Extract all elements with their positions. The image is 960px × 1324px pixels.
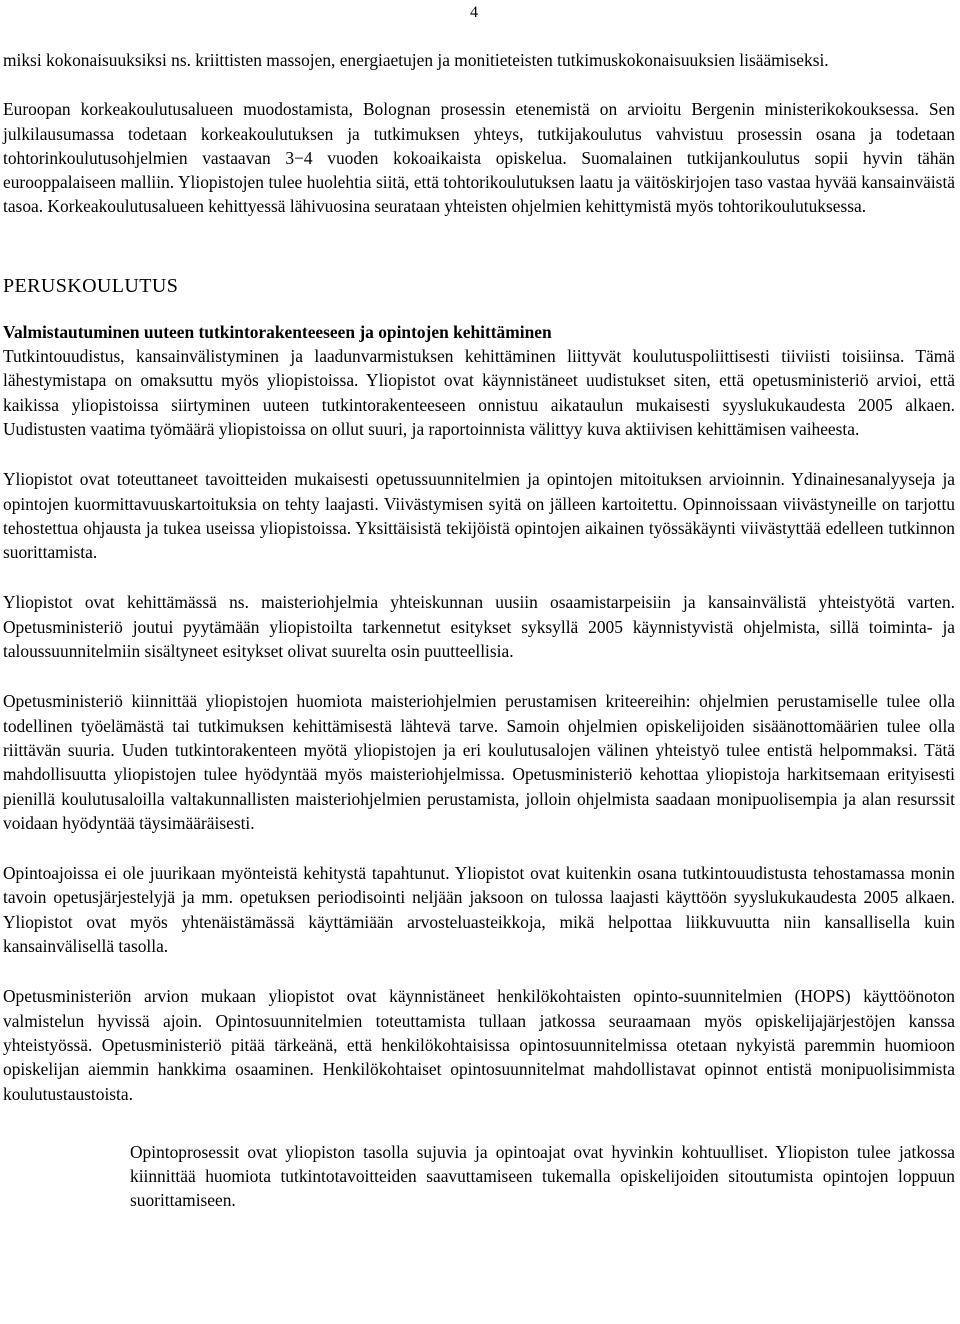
paragraph-5: Yliopistot ovat kehittämässä ns. maisteriohjelmia yhteiskunnan uusiin osaamistarpeisiin ja kansainvälistä yhteistyötä varten. Opetusministeriö joutui pyytämään yliopistoilta tarkennetut esitykset syksyllä 2005 käynnistyvistä ohjelmista, sillä toiminta- ja taloussuunnitelmiin sisältyneet esitykset olivat suurelta osin puutteellisia. — [3, 592, 955, 662]
paragraph-2: Euroopan korkeakoulutusalueen muodostamista, Bolognan prosessin etenemistä on arvioitu Bergenin ministerikokouksessa. Sen julkilausumassa todetaan korkeakoulutuksen ja tutkimuksen yhteys, tutkijakoulutus vahvistuu prosessin osana ja todetaan tohtorinkoulutusohjelmien vastaavan 3−4 vuoden kokoaikaista opiskelua. Suomalainen tutkijankoulutus sopii hyvin tähän eurooppalaiseen malliin. Yliopistojen tulee huolehtia siitä, että tohtorikoulutuksen laatu ja väitöskirjojen taso vastaa hyvää kansainväistä tasoa. Korkeakoulutusalueen kehittyessä lähivuosina seurataan yhteisten ohjelmien kehittymistä myös tohtorikoulutuksessa. — [3, 99, 955, 217]
paragraph-4: Yliopistot ovat toteuttaneet tavoitteiden mukaisesti opetussuunnitelmien ja opintojen mitoituksen arvioinnin. Ydinainesanalyyseja ja opintojen kuormittavuuskartoituksia on tehty laajasti. Viivästymisen syitä on jälleen kartoitettu. Opinnoissaan viivästyneille on tarjottu tehostettua ohjausta ja tukea useissa yliopistoissa. Yksittäisistä tekijöistä opintojen aikainen työssäkäynti viivästyttää edelleen tutkinnon suorittamista. — [3, 469, 955, 563]
paragraph-7: Opintoajoissa ei ole juurikaan myönteistä kehitystä tapahtunut. Yliopistot ovat kuitenkin osana tutkintouudistusta tehostamassa monin tavoin opetusjärjestelyjä ja mm. opetuksen periodisointi neljään jaksoon on tulossa laajasti käyttöön syyslukukaudesta 2005 alkaen. Yliopistot ovat myös yhtenäistämässä käyttämiään arvosteluasteikkoja, mikä helpottaa liikkuvuutta niin kansallisella kuin kansainvälisellä tasolla. — [3, 863, 955, 957]
page-number: 4 — [470, 4, 478, 21]
document-body — [3, 48, 955, 1213]
sub-heading: Valmistautuminen uuteen tutkintorakenteeseen ja opintojen kehittäminen — [3, 321, 552, 342]
section-heading: PERUSKOULUTUS — [3, 274, 179, 297]
paragraph-6: Opetusministeriö kiinnittää yliopistojen huomiota maisteriohjelmien perustamisen kriteereihin: ohjelmien perustamiselle tulee olla todellinen työelämästä tai tutkimuksen kehittämisestä lähtevä tarve. Samoin ohjelmien opiskelijoiden sisäänottomäärien tulee olla riittävän suuria. Uuden tutkintorakenteen myötä yliopistojen ja eri koulutusalojen välinen yhteistyö tulee entistä helpommaksi. Tätä mahdollisuutta yliopistojen tulee hyödyntää myös maisteriohjelmissa. Opetusministeriö kehottaa yliopistoja harkitsemaan erityisesti pienillä koulutusaloilla valtakunnallisten maisteriohjelmien perustamista, jolloin ohjelmista saadaan monipuolisempia ja alan resurssit voidaan hyödyntää täysimääräisesti. — [3, 691, 955, 833]
paragraph-3: Tutkintouudistus, kansainvälistyminen ja laadunvarmistuksen kehittäminen liittyvät koulutuspoliittisesti tiiviisti toisiinsa. Tämä lähestymistapa on omaksuttu myös yliopistoissa. Yliopistot ovat käynnistäneet uudistukset siten, että opetusministeriö arvioi, että kaikissa yliopistoissa siirtyminen uuteen tutkintorakenteeseen onnistuu aikataulun mukaisesti syyslukukaudesta 2005 alkaen. Uudistusten vaatima työmäärä yliopistoissa on ollut suuri, ja raportoinnista välittyy kuva aktiivisen kehittämisen vaiheesta. — [3, 346, 955, 439]
indented-paragraph: Opintoprosessit ovat yliopiston tasolla sujuvia ja opintoajat ovat hyvinkin kohtuulliset. Yliopiston tulee jatkossa kiinnittää huomiota tutkintotavoitteiden saavuttamiseen tukemalla opiskelijoiden sitoutumista opintojen loppuun suorittamiseen. — [130, 1141, 955, 1211]
paragraph-8: Opetusministeriön arvion mukaan yliopistot ovat käynnistäneet henkilökohtaisten opinto-suunnitelmien (HOPS) käyttöönoton valmistelun hyvissä ajoin. Opintosuunnitelmien toteuttamista tullaan jatkossa seuraamaan myös opiskelijajärjestöjen kanssa yhteistyössä. Opetusministeriö pitää tärkeänä, että henkilökohtaisissa opintosuunnitelmissa otetaan nykyistä paremmin huomioon opiskelijan aiemmin hankkima osaaminen. Henkilökohtaiset opintosuunnitelmat mahdollistavat opinnot entistä monipuolisimmista koulutustaustoista. — [3, 986, 955, 1104]
paragraph-1: miksi kokonaisuuksiksi ns. kriittisten massojen, energiaetujen ja monitieteisten tutkimuskokonaisuuksien lisäämiseksi. — [3, 50, 829, 70]
